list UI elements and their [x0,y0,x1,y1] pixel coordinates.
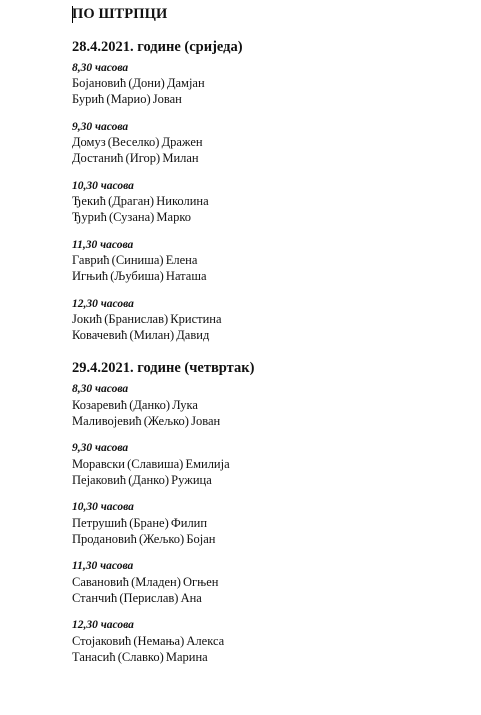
student-name: Савановић (Младен) Огњен [72,575,219,589]
time-slot: 9,30 часова [72,442,129,454]
document-title: ПО ШТРПЦИ [72,6,168,22]
student-name: Станчић (Перислав) Ана [72,591,202,605]
student-name: Пејаковић (Данко) Ружица [72,473,212,487]
student-name: Танасић (Славко) Марина [72,650,208,664]
student-name: Маливојевић (Жељко) Јован [72,414,221,428]
student-name: Игњић (Љубиша) Наташа [72,269,207,283]
student-name: Ковачевић (Милан) Давид [72,328,210,342]
day-heading: 29.4.2021. године (четвртак) [72,360,255,376]
time-slot: 11,30 часова [72,560,134,572]
time-slot: 12,30 часова [72,619,134,631]
student-name: Ђекић (Драган) Николина [72,194,209,208]
student-name: Ђурић (Сузана) Марко [72,210,192,224]
time-slot: 12,30 часова [72,298,134,310]
time-slot: 8,30 часова [72,383,129,395]
student-name: Моравски (Славиша) Емилија [72,457,230,471]
student-name: Домуз (Веселко) Дражен [72,135,203,149]
student-name: Јокић (Бранислав) Кристина [72,312,222,326]
student-name: Петрушић (Бране) Филип [72,516,208,530]
student-name: Бојановић (Дони) Дамјан [72,76,205,90]
student-name: Козаревић (Данко) Лука [72,398,198,412]
day-heading: 28.4.2021. године (сриједа) [72,39,243,55]
student-name: Бурић (Марио) Јован [72,92,182,106]
time-slot: 10,30 часова [72,501,134,513]
time-slot: 11,30 часова [72,239,134,251]
time-slot: 9,30 часова [72,121,129,133]
time-slot: 8,30 часова [72,62,129,74]
student-name: Стојаковић (Немања) Алекса [72,634,225,648]
time-slot: 10,30 часова [72,180,134,192]
student-name: Продановић (Жељко) Бојан [72,532,216,546]
student-name: Гаврић (Синиша) Елена [72,253,198,267]
student-name: Достанић (Игор) Милан [72,151,199,165]
